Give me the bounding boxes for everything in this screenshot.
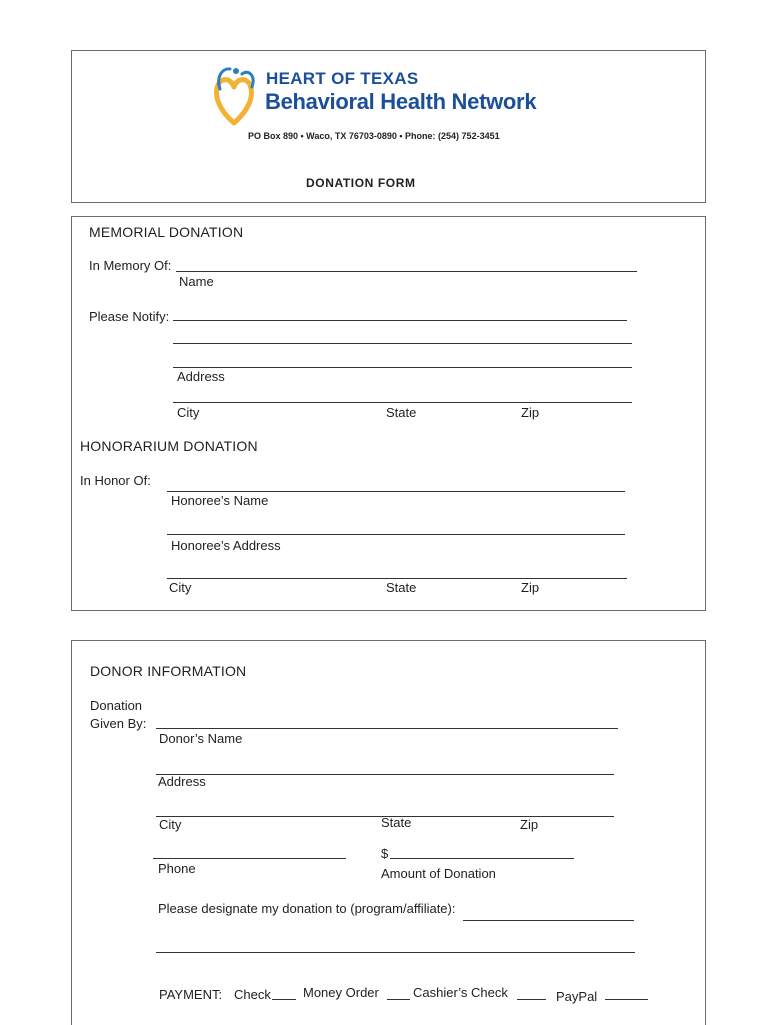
payment-check-field[interactable] (272, 999, 296, 1000)
designate-field[interactable] (463, 920, 634, 921)
payment-paypal-label: PayPal (556, 989, 598, 1004)
in-honor-label: In Honor Of: (80, 473, 151, 488)
heart-logo-icon (212, 65, 262, 127)
notify-city-caption: City (177, 405, 200, 420)
donor-address-field[interactable] (156, 774, 614, 775)
donor-city-caption: City (159, 817, 182, 832)
memorial-name-field[interactable] (176, 271, 637, 272)
honoree-zip-caption: Zip (521, 580, 540, 595)
donor-name-field[interactable] (156, 728, 618, 729)
designate-label: Please designate my donation to (program/affiliate): (158, 901, 456, 916)
notify-name-field[interactable] (173, 320, 627, 321)
memorial-honorarium-box (71, 216, 706, 611)
org-address: PO Box 890 • Waco, TX 76703-0890 • Phone: (254) 752-3451 (248, 131, 500, 141)
form-title: DONATION FORM (306, 176, 416, 190)
notify-address-field[interactable] (173, 367, 632, 368)
memorial-heading: MEMORIAL DONATION (89, 224, 244, 240)
notify-state-caption: State (386, 405, 417, 420)
honoree-city-state-zip-field[interactable] (167, 578, 627, 579)
org-name-line1: HEART OF TEXAS (266, 69, 419, 88)
donor-info-box (71, 640, 706, 1025)
donor-zip-caption: Zip (520, 817, 539, 832)
honoree-name-field[interactable] (167, 491, 625, 492)
honoree-state-caption: State (386, 580, 417, 595)
donor-state-caption: State (381, 815, 412, 830)
payment-cashiers-check-label: Cashier’s Check (413, 985, 508, 1000)
notify-city-state-zip-field[interactable] (173, 402, 632, 403)
donor-phone-caption: Phone (158, 861, 196, 876)
payment-label: PAYMENT: (159, 987, 223, 1002)
dollar-sign: $ (381, 846, 389, 861)
notify-address-caption: Address (177, 369, 225, 384)
donor-phone-field[interactable] (153, 858, 346, 859)
donation-amount-field[interactable] (390, 858, 574, 859)
memorial-name-caption: Name (179, 274, 214, 289)
donor-name-caption: Donor’s Name (159, 731, 243, 746)
designate-field-2[interactable] (156, 952, 635, 953)
payment-paypal-field[interactable] (605, 999, 648, 1000)
payment-money-order-label: Money Order (303, 985, 379, 1000)
please-notify-label: Please Notify: (89, 309, 170, 324)
donation-given-by-label-1: Donation (90, 698, 143, 713)
donor-address-caption: Address (158, 774, 206, 789)
payment-money-order-field[interactable] (387, 999, 410, 1000)
honoree-city-caption: City (169, 580, 192, 595)
honoree-address-caption: Honoree’s Address (171, 538, 281, 553)
payment-cashiers-check-field[interactable] (517, 999, 546, 1000)
honorarium-heading: HONORARIUM DONATION (80, 438, 258, 454)
amount-caption: Amount of Donation (381, 866, 496, 881)
in-memory-label: In Memory Of: (89, 258, 172, 273)
payment-check-label: Check (234, 987, 271, 1002)
honoree-address-field[interactable] (167, 534, 625, 535)
notify-zip-caption: Zip (521, 405, 540, 420)
org-name-line2: Behavioral Health Network (265, 89, 537, 114)
honoree-name-caption: Honoree’s Name (171, 493, 269, 508)
notify-line-2[interactable] (173, 343, 632, 344)
donor-heading: DONOR INFORMATION (90, 663, 247, 679)
header-box (71, 50, 706, 203)
donation-given-by-label-2: Given By: (90, 716, 147, 731)
